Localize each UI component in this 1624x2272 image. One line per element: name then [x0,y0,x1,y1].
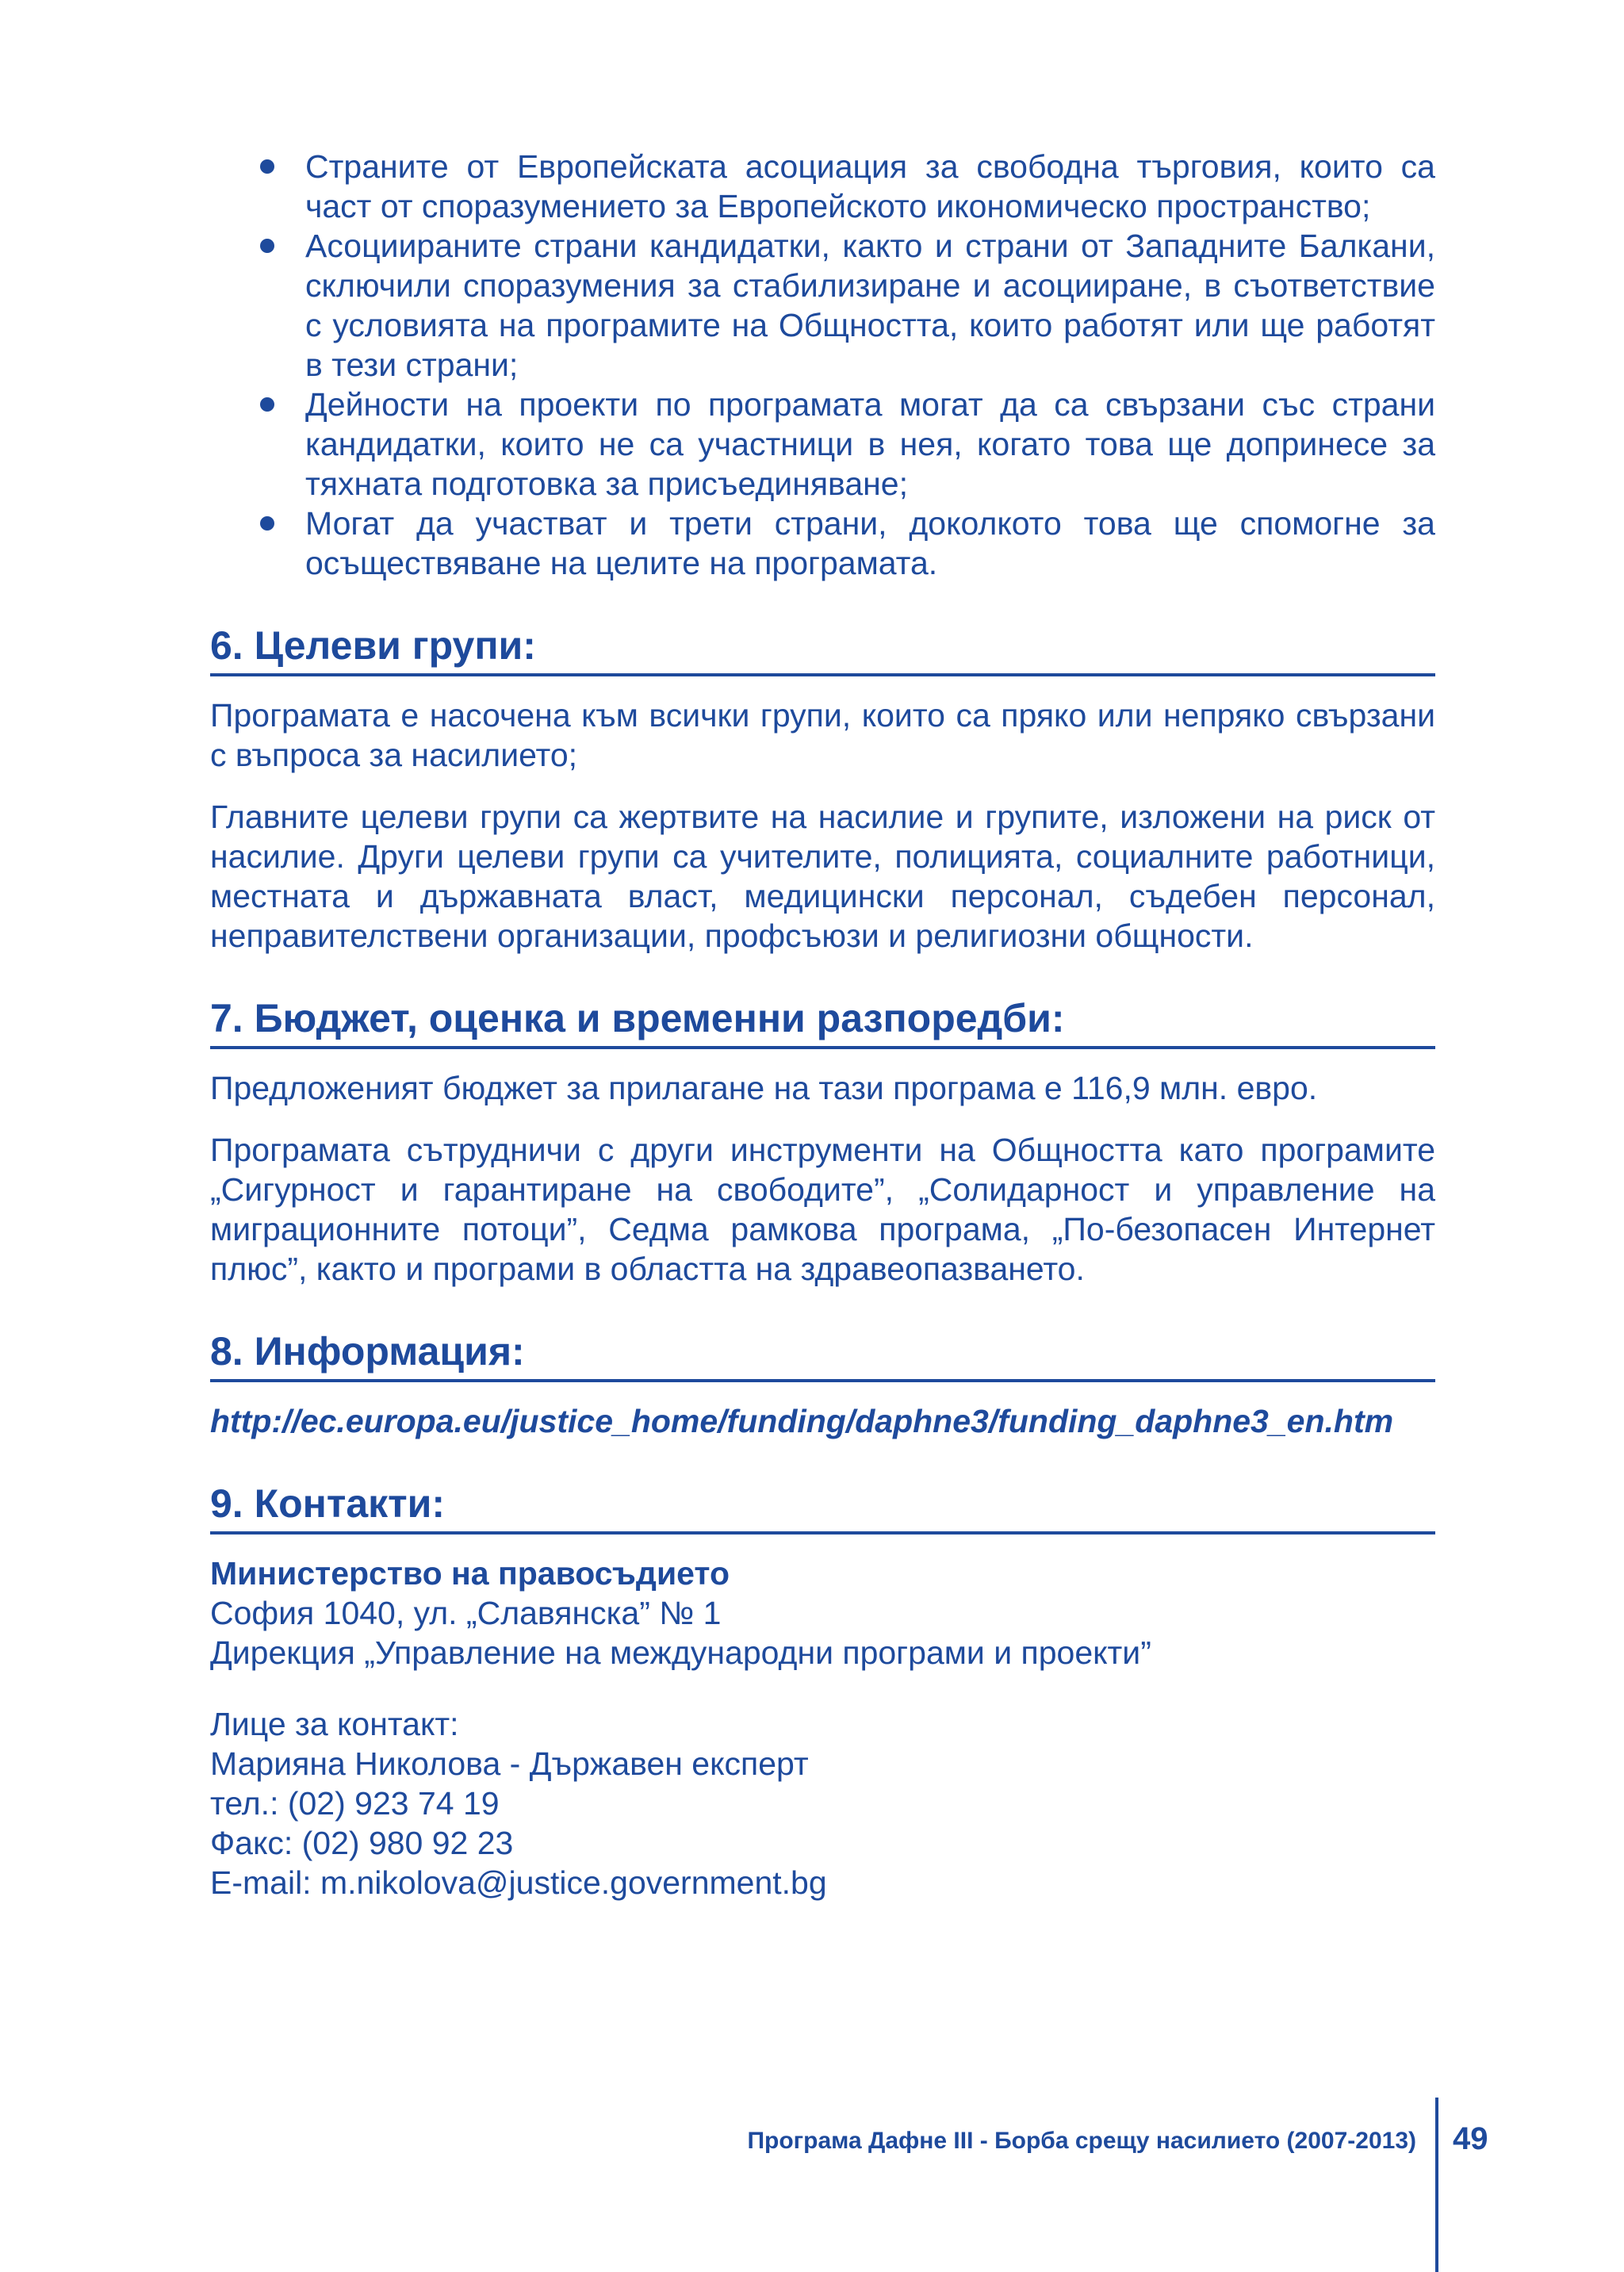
list-item-text: Дейности на проекти по програмата могат да са свързани със страни кандидатки, които не са участници в нея, когато това ще допринесе за тяхната подготовка за присъединяване; [305,386,1435,502]
section-contacts [210,1479,1435,1902]
section-heading: 7. Бюджет, оценка и временни разпоредби: [210,994,1435,1049]
list-item [210,504,1435,583]
contact-organization: Министерство на правосъдието [210,1555,730,1592]
section-information [210,1327,1435,1441]
contact-person-label: Лице за контакт: [210,1706,459,1742]
list-item-text: Могат да участват и трети страни, доколкото това ще спомогне за осъществяване на целите на програмата. [305,505,1435,581]
page-number: 49 [1453,2121,1488,2156]
footer-title: Програма Дафне III - Борба срещу насилието (2007-2013) [747,2128,1416,2154]
list-item [210,147,1435,226]
bullet-icon [260,397,274,412]
section-budget [210,994,1435,1289]
paragraph: Програмата сътрудничи с други инструменти на Общността като програмите „Сигурност и гарантиране на свободите”, „Солидарност и управление на миграционните потоци”, Седма рамкова програма, „По-безопасен Интернет плюс”, както и програми в областта на здравеопазването. [210,1132,1435,1287]
section-heading: 8. Информация: [210,1327,1435,1382]
page-content [210,147,1435,1902]
section-heading: 9. Контакти: [210,1479,1435,1534]
contact-email: E-mail: m.nikolova@justice.government.bg [210,1864,827,1901]
section-target-groups [210,621,1435,956]
paragraph: Предложеният бюджет за прилагане на тази програма е 116,9 млн. евро. [210,1070,1318,1106]
contact-phone: тел.: (02) 923 74 19 [210,1785,500,1822]
footer-divider [1435,2098,1438,2272]
contact-directorate: Дирекция „Управление на международни програми и проекти” [210,1634,1151,1671]
paragraph: Главните целеви групи са жертвите на насилие и групите, изложени на риск от насилие. Други целеви групи са учителите, полицията, социалните работници, местната и държавната власт, медицински персонал, съдебен персонал, неправителствени организации, профсъюзи и религиозни общности. [210,799,1435,954]
list-item [210,385,1435,504]
contact-person: Марияна Николова - Държавен експерт [210,1745,809,1782]
contact-address: София 1040, ул. „Славянска” № 1 [210,1595,722,1631]
list-item [210,226,1435,385]
bullet-icon [260,159,274,174]
bullet-icon [260,239,274,253]
list-item-text: Страните от Европейската асоциация за свободна търговия, които са част от споразумението за Европейското икономическо пространство; [305,148,1435,224]
paragraph: Програмата е насочена към всички групи, които са пряко или непряко свързани с въпроса за насилието; [210,697,1435,773]
info-link[interactable]: http://ec.europa.eu/justice_home/funding/daphne3/funding_daphne3_en.htm [210,1403,1394,1439]
contact-fax: Факс: (02) 980 92 23 [210,1825,514,1861]
section-heading: 6. Целеви групи: [210,621,1435,676]
list-item-text: Асоциираните страни кандидатки, както и страни от Западните Балкани, сключили споразумения за стабилизиране и асоцииране, в съответствие с условията на програмите на Общността, които работят или ще работят в тези страни; [305,228,1435,383]
participating-countries-list [210,147,1435,583]
bullet-icon [260,516,274,531]
